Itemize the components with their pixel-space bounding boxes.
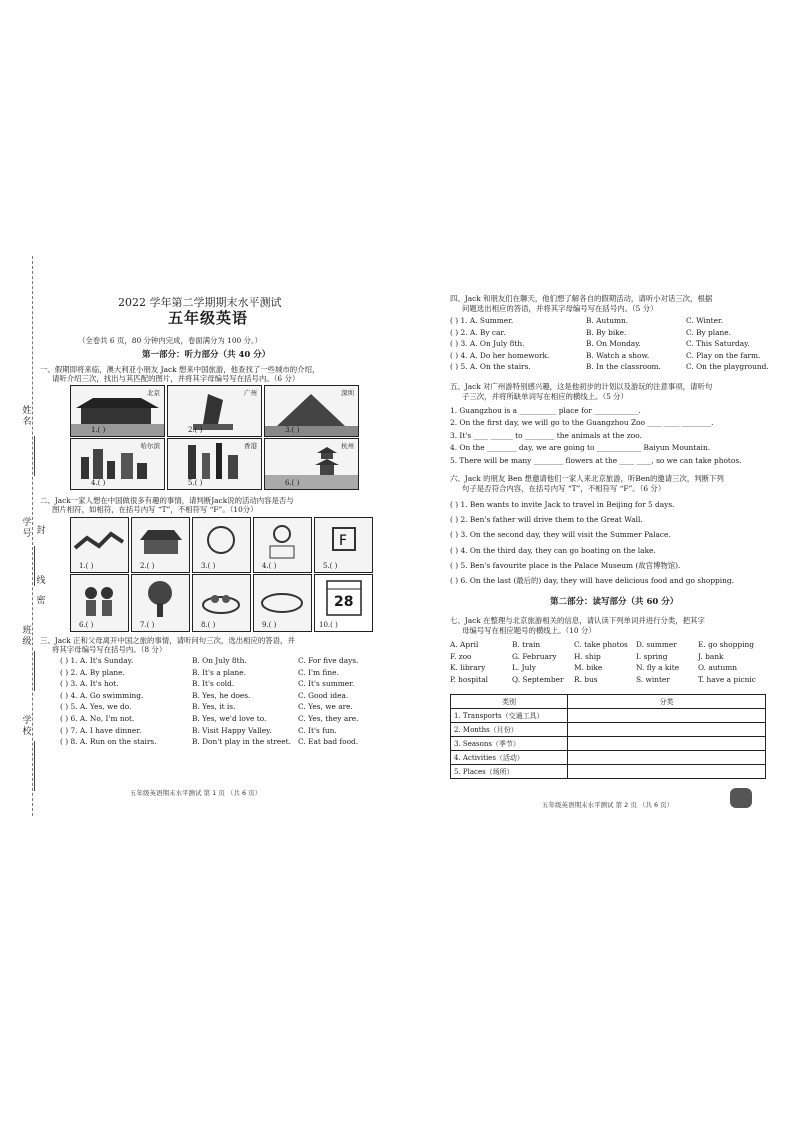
question-option-b: B. Visit Happy Valley. bbox=[192, 725, 272, 735]
s2-instruction-1: 二、Jack一家人想在中国做很多有趣的事情，请判断Jack说的活动内容是否与 bbox=[40, 496, 294, 505]
s4-instruction-1: 四、Jack 和朋友们在聊天，他们想了解各自的假期活动，请听小对话三次，根据 bbox=[450, 294, 713, 303]
page-2-footer: 五年级英语期末水平测试 第 2 页 （共 6 页） bbox=[542, 801, 674, 809]
question-option-a: ( ) 3. A. On July 8th. bbox=[450, 339, 525, 349]
s2-slot-9: 9.( ) bbox=[262, 621, 277, 629]
category-label: 5. Places（场所） bbox=[451, 765, 568, 779]
kid-reading-picture bbox=[253, 517, 312, 573]
bird-nest-picture bbox=[253, 574, 312, 632]
hangzhou-picture bbox=[264, 438, 359, 490]
question-option-a: ( ) 2. A. By plane. bbox=[60, 667, 125, 677]
question-option-b: B. In the classroom. bbox=[586, 362, 661, 372]
question-option-a: ( ) 5. A. On the stairs. bbox=[450, 362, 531, 372]
s7-instruction-1: 七、Jack 在整理与北京旅游相关的信息，请认读下列单词并进行分类，把其字 bbox=[450, 616, 705, 625]
s2-slot-3: 3.( ) bbox=[201, 562, 216, 570]
s6-instruction-2: 句子是否符合内容，在括号内写 “T”，不相符写 “F”。（6 分） bbox=[462, 484, 666, 493]
question-option-b: B. Don't play in the street. bbox=[192, 737, 291, 747]
city-label-shenzhen: 深圳 bbox=[341, 389, 354, 397]
s4-instruction-2: 问题选出相应的答语，并将其字母编号写在括号内。（5 分） bbox=[462, 304, 658, 313]
true-false-statement: ( ) 2. Ben's father will drive them to the Great Wall. bbox=[450, 515, 643, 525]
question-option-c: C. Yes, we are. bbox=[298, 702, 353, 712]
table-row bbox=[451, 751, 766, 765]
answer-cell[interactable] bbox=[568, 723, 766, 737]
s1-pictures-bottom bbox=[70, 438, 359, 490]
tree-picture bbox=[131, 574, 190, 632]
question-option-c: C. Yes, they are. bbox=[298, 714, 359, 723]
fill-blank-sentence: 1. Guangzhou is a __________ place for ____________. bbox=[450, 406, 641, 415]
fill-blank-sentence: 5. There will be many ________ flowers at the ____ ____, so we can take photos. bbox=[450, 455, 742, 465]
calendar-picture bbox=[314, 574, 373, 632]
shenzhen-picture bbox=[264, 385, 359, 437]
s2-slot-8: 8.( ) bbox=[201, 621, 216, 629]
s5-instruction-2: 子三次，并将所缺单词写在相应的横线上。（5 分） bbox=[462, 392, 628, 401]
question-option-a: ( ) 3. A. It's hot. bbox=[60, 679, 119, 689]
page-1-footer: 五年级英语期末水平测试 第 1 页 （共 6 页） bbox=[130, 789, 262, 797]
exam-title-grade: 五年级英语 bbox=[168, 309, 249, 327]
true-false-statement: ( ) 6. On the last (最后的) day, they will have delicious food and go shopping. bbox=[450, 576, 734, 585]
word-item: C. take photos bbox=[574, 640, 628, 649]
s7-instruction-2: 母编号写在相应题号的横线上。（10 分） bbox=[462, 626, 596, 635]
question-option-b: B. Yes, it is. bbox=[192, 702, 236, 712]
word-item: I. spring bbox=[636, 651, 668, 661]
question-option-a: ( ) 4. A. Go swimming. bbox=[60, 690, 144, 700]
question-option-b: B. It's a plane. bbox=[192, 667, 246, 677]
question-option-a: ( ) 6. A. No, I'm not. bbox=[60, 714, 135, 723]
exam-note: （全卷共 6 页，80 分钟内完成，卷面满分为 100 分。） bbox=[78, 336, 263, 345]
harbin-picture bbox=[70, 438, 165, 490]
gutter-label-name: 姓名 bbox=[22, 406, 32, 427]
true-false-statement: ( ) 5. Ben's favourite place is the Palace Museum (故宫博物馆). bbox=[450, 560, 681, 570]
s1-slot-4: 4.( ) bbox=[91, 479, 106, 487]
category-label: 4. Activities（活动） bbox=[451, 751, 568, 765]
word-item: F. zoo bbox=[450, 651, 472, 661]
category-table bbox=[450, 694, 766, 779]
category-label: 2. Months（月份） bbox=[451, 723, 568, 737]
question-option-c: C. By plane. bbox=[686, 327, 732, 337]
true-false-statement: ( ) 3. On the second day, they will visit the Summer Palace. bbox=[450, 530, 671, 540]
two-kids-picture bbox=[70, 574, 129, 632]
svg-text:F: F bbox=[339, 533, 348, 549]
s2-slot-2: 2.( ) bbox=[140, 562, 155, 570]
s2-instruction-2: 图片相符，如相符，在括号内写 “T”，不相符写 “F”。（10分） bbox=[52, 505, 258, 514]
gutter-label-id: 学号 bbox=[22, 518, 32, 539]
question-option-b: B. Yes, he does. bbox=[192, 690, 251, 700]
category-label: 3. Seasons（季节） bbox=[451, 737, 568, 751]
table-header-answers: 分类 bbox=[568, 695, 766, 709]
id-blank-line bbox=[34, 546, 35, 586]
word-item: E. go shopping bbox=[698, 640, 754, 649]
question-option-b: B. Yes, we'd love to. bbox=[192, 714, 267, 723]
question-option-b: B. On July 8th. bbox=[192, 656, 247, 665]
s2-slot-5: 5.( ) bbox=[323, 562, 338, 570]
letter-f-picture bbox=[314, 517, 373, 573]
scan-mark-icon bbox=[730, 788, 752, 808]
class-blank-line bbox=[34, 651, 35, 691]
question-option-a: ( ) 5. A. Yes, we do. bbox=[60, 702, 132, 712]
question-option-b: B. By bike. bbox=[586, 327, 627, 337]
answer-cell[interactable] bbox=[568, 709, 766, 723]
beijing-picture bbox=[70, 385, 165, 437]
true-false-statement: ( ) 1. Ben wants to invite Jack to travel in Beijing for 5 days. bbox=[450, 500, 675, 509]
table-row bbox=[451, 709, 766, 723]
s5-instruction-1: 五、Jack 对广州游特别感兴趣，这是他初步的计划以及游玩的注意事项，请听句 bbox=[450, 382, 713, 391]
question-option-c: C. It's fun. bbox=[298, 725, 337, 735]
s2-slot-4: 4.( ) bbox=[262, 562, 277, 570]
table-header-category: 类别 bbox=[451, 695, 568, 709]
s1-instruction-2: 请听介绍三次，找出与其匹配的图片，并将其字母编号写在括号内。（6 分） bbox=[52, 374, 300, 383]
s1-slot-3: 3.( ) bbox=[285, 426, 300, 434]
part1-heading: 第一部分：听力部分（共 40 分） bbox=[142, 350, 271, 360]
table-row bbox=[451, 737, 766, 751]
question-option-c: C. It's summer. bbox=[298, 679, 355, 689]
table-row bbox=[451, 765, 766, 779]
question-option-b: B. Autumn. bbox=[586, 316, 629, 325]
word-item: G. February bbox=[512, 651, 557, 661]
word-item: K. library bbox=[450, 663, 486, 673]
word-item: M. bike bbox=[574, 663, 603, 673]
question-option-c: C. This Saturday. bbox=[686, 339, 750, 349]
s1-slot-1: 1.( ) bbox=[91, 426, 106, 434]
seal-char-3: 密 bbox=[36, 596, 46, 606]
answer-cell[interactable] bbox=[568, 751, 766, 765]
question-option-c: C. On the playground. bbox=[686, 362, 769, 372]
s2-pictures-top bbox=[70, 517, 373, 573]
fill-blank-sentence: 2. On the first day, we will go to the Guangzhou Zoo ____ ____ ________. bbox=[450, 418, 714, 428]
question-option-a: ( ) 1. A. It's Sunday. bbox=[60, 656, 134, 665]
table-header-row bbox=[451, 695, 766, 709]
word-item: J. bank bbox=[698, 651, 724, 661]
s2-slot-6: 6.( ) bbox=[79, 621, 94, 629]
question-option-b: B. On Monday. bbox=[586, 339, 641, 349]
question-option-c: C. For five days. bbox=[298, 656, 359, 665]
great-wall-picture bbox=[70, 517, 129, 573]
gutter-label-class: 班级 bbox=[22, 626, 32, 647]
fill-blank-sentence: 4. On the ________ day, we are going to ____________ Baiyun Mountain. bbox=[450, 443, 711, 453]
city-label-hangzhou: 杭州 bbox=[341, 442, 354, 450]
word-item: N. fly a kite bbox=[636, 663, 680, 673]
s1-pictures-top bbox=[70, 385, 359, 437]
city-label-beijing: 北京 bbox=[147, 389, 160, 397]
s3-instruction-1: 三、Jack 正和父母离开中国之旅的事情，请听问句三次，选出相应的答语，并 bbox=[40, 636, 295, 645]
guangzhou-picture bbox=[167, 385, 262, 437]
word-item: R. bus bbox=[574, 674, 598, 684]
seal-char-1: 封 bbox=[36, 526, 46, 536]
word-item: S. winter bbox=[636, 674, 670, 684]
fill-blank-sentence: 3. It's ____ ______ to ________ the animals at the zoo. bbox=[450, 430, 642, 440]
city-label-guangzhou: 广州 bbox=[244, 389, 257, 397]
word-item: A. April bbox=[450, 640, 479, 649]
palace-picture bbox=[131, 517, 190, 573]
gutter-label-school: 学校 bbox=[22, 716, 32, 737]
true-false-statement: ( ) 4. On the third day, they can go boating on the lake. bbox=[450, 545, 656, 555]
answer-cell[interactable] bbox=[568, 737, 766, 751]
question-option-a: ( ) 2. A. By car. bbox=[450, 327, 506, 337]
seal-char-2: 线 bbox=[36, 576, 46, 586]
school-blank-line bbox=[34, 741, 35, 791]
kid-cold-picture bbox=[192, 517, 251, 573]
word-item: B. train bbox=[512, 640, 541, 649]
s3-instruction-2: 将其字母编号写在括号内。（8 分） bbox=[52, 645, 167, 654]
exam-sheet bbox=[22, 256, 774, 816]
question-option-c: C. Good idea. bbox=[298, 690, 349, 700]
exam-title-year: 2022 学年第二学期期末水平测试 bbox=[118, 296, 282, 309]
seal-line bbox=[32, 256, 33, 816]
part2-heading: 第二部分：读写部分（共 60 分） bbox=[550, 597, 679, 607]
question-option-c: C. Winter. bbox=[686, 316, 724, 325]
category-label: 1. Transports（交通工具） bbox=[451, 709, 568, 723]
s1-instruction-1: 一、假期即将来临，澳大利亚小朋友 Jack 想来中国旅游，他查找了一些城市的介绍， bbox=[40, 365, 320, 374]
word-item: H. ship bbox=[574, 651, 601, 661]
s2-slot-1: 1.( ) bbox=[79, 562, 94, 570]
s1-slot-2: 2.( ) bbox=[188, 426, 203, 434]
word-item: O. autumn bbox=[698, 663, 737, 673]
question-option-a: ( ) 4. A. Do her homework. bbox=[450, 350, 550, 360]
s1-slot-5: 5.( ) bbox=[188, 479, 203, 487]
word-item: T. have a picnic bbox=[698, 674, 756, 684]
question-option-c: C. Play on the farm. bbox=[686, 350, 761, 360]
city-label-hongkong: 香港 bbox=[244, 442, 257, 450]
food-picture bbox=[192, 574, 251, 632]
s6-instruction-1: 六、Jack 的朋友 Ben 想邀请他们一家人来北京旅游，听Ben的邀请三次，判断下列 bbox=[450, 474, 724, 483]
question-option-c: C. Eat bad food. bbox=[298, 737, 359, 747]
s1-slot-6: 6.( ) bbox=[285, 479, 300, 487]
question-option-c: C. I'm fine. bbox=[298, 667, 339, 677]
city-label-harbin: 哈尔滨 bbox=[140, 442, 160, 450]
question-option-a: ( ) 8. A. Run on the stairs. bbox=[60, 737, 157, 747]
s2-slot-10: 10.( ) bbox=[319, 621, 338, 629]
hongkong-picture bbox=[167, 438, 262, 490]
word-item: Q. September bbox=[512, 674, 564, 684]
question-option-a: ( ) 1. A. Summer. bbox=[450, 316, 514, 325]
s2-pictures-bottom bbox=[70, 574, 373, 632]
word-item: D. summer bbox=[636, 640, 677, 649]
question-option-b: B. Watch a show. bbox=[586, 350, 650, 360]
answer-cell[interactable] bbox=[568, 765, 766, 779]
binding-gutter bbox=[22, 256, 48, 816]
question-option-b: B. It's cold. bbox=[192, 679, 235, 689]
word-item: L. July bbox=[512, 663, 536, 673]
name-blank-line bbox=[34, 436, 35, 476]
table-row bbox=[451, 723, 766, 737]
s2-slot-7: 7.( ) bbox=[140, 621, 155, 629]
calendar-date: 28 bbox=[334, 594, 354, 610]
question-option-a: ( ) 7. A. I have dinner. bbox=[60, 725, 142, 735]
word-item: P. hospital bbox=[450, 674, 489, 684]
